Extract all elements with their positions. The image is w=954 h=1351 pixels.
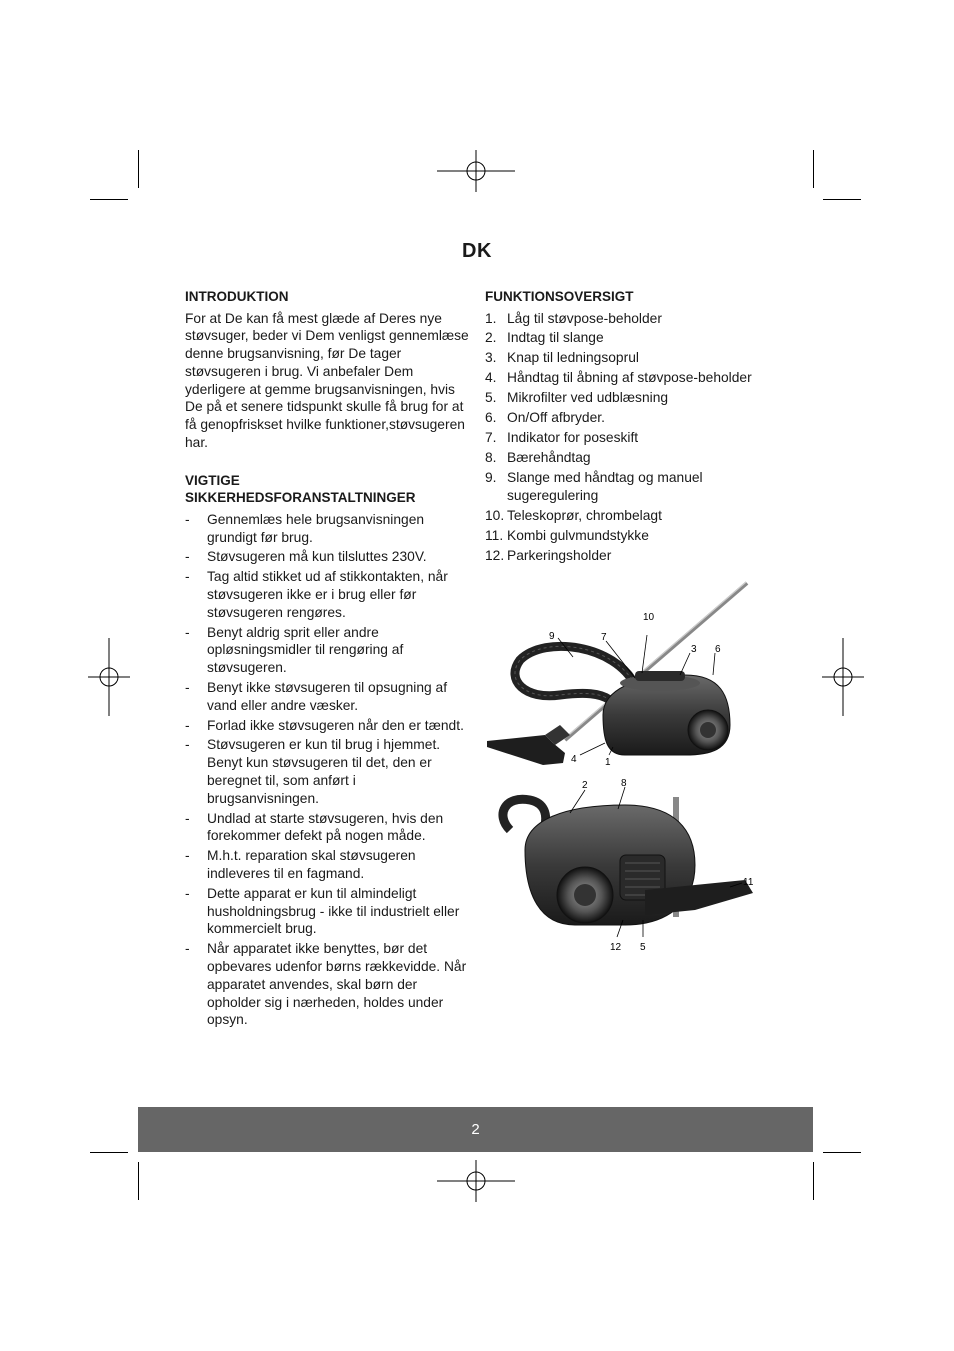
- list-item: [185, 511, 470, 547]
- list-item: [185, 548, 470, 566]
- item-label: Låg til støvpose-beholder: [507, 310, 662, 326]
- crop-mark-br-h: [823, 1152, 861, 1153]
- crop-mark-tl-v: [138, 150, 139, 188]
- item-label: Indikator for poseskift: [507, 430, 639, 446]
- safety-heading: VIGTIGE SIKKERHEDSFORANSTALTNINGER: [185, 472, 416, 506]
- dash-bullet: -: [185, 717, 190, 733]
- list-item: [485, 547, 785, 565]
- list-item: [485, 449, 785, 467]
- list-item: [185, 624, 470, 677]
- dash-bullet: -: [185, 549, 190, 565]
- dash-bullet: -: [185, 569, 190, 585]
- item-number: 8.: [485, 450, 497, 466]
- item-number: 12.: [485, 548, 505, 564]
- dash-bullet: -: [185, 810, 190, 826]
- right-column: [485, 288, 785, 567]
- list-item: [485, 389, 785, 407]
- intro-paragraph: For at De kan få mest glæde af Deres nye støvsuger, beder vi Dem venligst gennemlæse denne brugsanvisning, før De tager støvsugeren i brug. Vi anbefaler Dem yderligere at gemme brugsanvisningen, hvis De på et senere tidspunkt skulle få brug for at få genopfriskset hvilke funktioner,støvsugeren har.: [185, 310, 469, 451]
- item-number: 3.: [485, 350, 497, 366]
- item-number: 2.: [485, 330, 497, 346]
- list-item: [485, 329, 785, 347]
- item-number: 6.: [485, 410, 497, 426]
- item-number: 7.: [485, 430, 497, 446]
- language-heading: DK: [462, 240, 492, 262]
- list-item: [485, 469, 785, 505]
- callout-label: 3: [691, 644, 697, 655]
- list-item: [185, 568, 470, 621]
- list-item: [485, 527, 785, 545]
- item-label: Indtag til slange: [507, 330, 604, 346]
- footer-bar: [138, 1107, 813, 1152]
- registration-mark-left: [88, 638, 130, 716]
- vacuum-cleaner-illustration: [485, 575, 785, 960]
- crop-mark-bl-v: [138, 1162, 139, 1200]
- callout-label: 2: [582, 780, 588, 791]
- crop-mark-tr-v: [813, 150, 814, 188]
- safety-item-text: Dette apparat er kun til almindeligt husholdningsbrug - ikke til industrielt eller kommercielt brug.: [207, 885, 460, 937]
- dash-bullet: -: [185, 737, 190, 753]
- list-item: [485, 429, 785, 447]
- safety-item-text: Undlad at starte støvsugeren, hvis den forekommer defekt på nogen måde.: [207, 810, 444, 844]
- item-label: Knap til ledningsoprul: [507, 350, 639, 366]
- callout-label: 1: [605, 757, 611, 768]
- dash-bullet: -: [185, 885, 190, 901]
- item-label: Mikrofilter ved udblæsning: [507, 390, 669, 406]
- list-item: [185, 885, 470, 938]
- safety-item-text: Tag altid stikket ud af stikkontakten, når støvsugeren ikke er i brug eller før støvsugeren rengøres.: [207, 569, 448, 620]
- dash-bullet: -: [185, 624, 190, 640]
- safety-item-text: Benyt ikke støvsugeren til opsugning af vand eller andre væsker.: [207, 680, 448, 713]
- safety-item-text: Støvsugeren er kun til brug i hjemmet. Benyt kun støvsugeren til det, den er beregnet til, som anført i brugsanvisningen.: [207, 737, 441, 806]
- left-column: [185, 288, 470, 1031]
- item-number: 11.: [485, 528, 504, 544]
- list-item: [485, 310, 785, 328]
- list-item: [485, 409, 785, 427]
- item-label: Håndtag til åbning af støvpose-beholder: [507, 370, 752, 386]
- item-label: Kombi gulvmundstykke: [507, 528, 649, 544]
- registration-mark-bottom: [437, 1160, 515, 1202]
- item-number: 5.: [485, 390, 497, 406]
- callout-label: 9: [549, 631, 555, 642]
- dash-bullet: -: [185, 680, 190, 696]
- item-label: Teleskoprør, chrombelagt: [507, 508, 662, 524]
- safety-list: [185, 511, 470, 1029]
- item-number: 9.: [485, 470, 497, 486]
- item-label: Bærehåndtag: [507, 450, 591, 466]
- registration-mark-right: [822, 638, 864, 716]
- callout-label: 4: [571, 754, 577, 765]
- callout-label: 12: [610, 942, 622, 953]
- vacuum-top-view: [487, 582, 747, 768]
- safety-item-text: Når apparatet ikke benyttes, bør det opbevares udenfor børns rækkevidde. Når apparatet anvendes, skal børn der opholder sig i nærheden, holdes under opsyn.: [207, 941, 467, 1028]
- registration-mark-top: [437, 150, 515, 192]
- list-item: [185, 847, 470, 883]
- overview-list: [485, 310, 785, 565]
- dash-bullet: -: [185, 941, 190, 957]
- item-number: 4.: [485, 370, 497, 386]
- item-number: 1.: [485, 310, 497, 326]
- list-item: [485, 369, 785, 387]
- callout-label: 6: [715, 644, 721, 655]
- dash-bullet: -: [185, 511, 190, 527]
- safety-item-text: Støvsugeren må kun tilsluttes 230V.: [207, 549, 427, 565]
- list-item: [185, 736, 470, 807]
- callout-label: 5: [640, 942, 646, 953]
- callout-label: 10: [643, 612, 655, 623]
- safety-item-text: Benyt aldrig sprit eller andre opløsningsmidler til rengøring af støvsugeren.: [207, 624, 404, 676]
- item-number: 10.: [485, 508, 505, 524]
- list-item: [185, 679, 470, 715]
- list-item: [185, 717, 470, 735]
- item-label: Parkeringsholder: [507, 548, 612, 564]
- item-label: Slange med håndtag og manuel sugeregulering: [507, 470, 703, 504]
- dash-bullet: -: [185, 848, 190, 864]
- crop-mark-tr-h: [823, 199, 861, 200]
- callout-label: 7: [601, 632, 607, 643]
- list-item: [185, 810, 470, 846]
- intro-heading: INTRODUKTION: [185, 289, 289, 304]
- safety-item-text: M.h.t. reparation skal støvsugeren indleveres til en fagmand.: [207, 848, 416, 882]
- callout-label: 11: [743, 877, 754, 888]
- callout-label: 8: [621, 778, 627, 789]
- crop-mark-bl-h: [90, 1152, 128, 1153]
- vacuum-rear-view: [503, 778, 754, 953]
- list-item: [185, 940, 470, 1029]
- crop-mark-tl-h: [90, 199, 128, 200]
- page-number: 2: [471, 1121, 480, 1138]
- crop-mark-br-v: [813, 1162, 814, 1200]
- item-label: On/Off afbryder.: [507, 410, 605, 426]
- list-item: [485, 349, 785, 367]
- safety-item-text: Forlad ikke støvsugeren når den er tændt.: [207, 717, 464, 733]
- safety-item-text: Gennemlæs hele brugsanvisningen grundigt før brug.: [207, 511, 425, 545]
- overview-heading: FUNKTIONSOVERSIGT: [485, 289, 634, 304]
- list-item: [485, 507, 785, 525]
